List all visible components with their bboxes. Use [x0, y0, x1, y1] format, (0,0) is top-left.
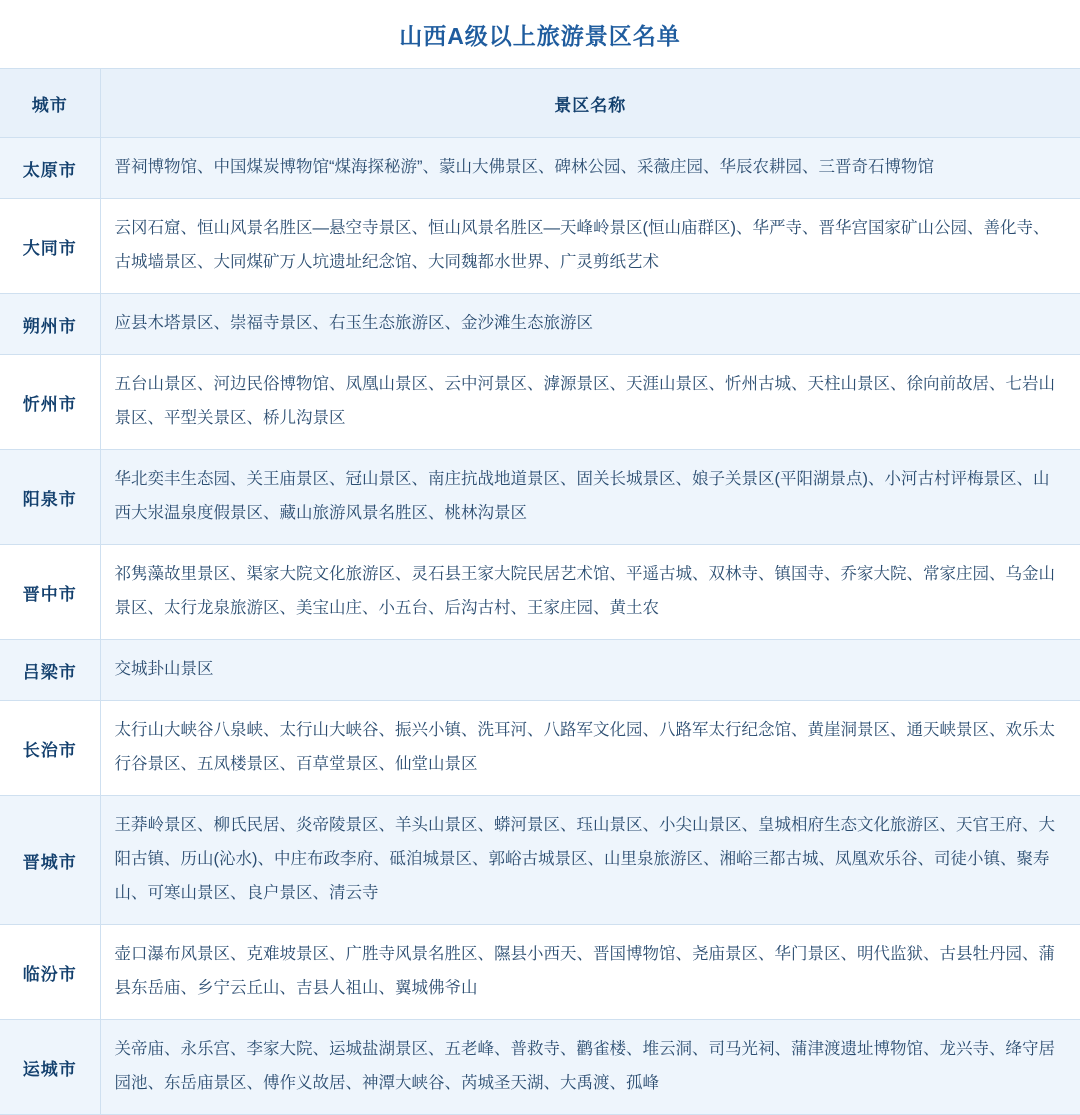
spots-cell: 交城卦山景区 [100, 640, 1080, 701]
table-header-row [0, 69, 1080, 138]
city-cell: 临汾市 [0, 925, 100, 1020]
city-cell: 长治市 [0, 701, 100, 796]
table-row [0, 138, 1080, 199]
table-row [0, 199, 1080, 294]
table-row [0, 545, 1080, 640]
table-row [0, 450, 1080, 545]
city-cell: 阳泉市 [0, 450, 100, 545]
column-header-spots: 景区名称 [100, 69, 1080, 138]
column-header-city: 城市 [0, 69, 100, 138]
city-cell: 太原市 [0, 138, 100, 199]
spots-cell: 晋祠博物馆、中国煤炭博物馆“煤海探秘游”、蒙山大佛景区、碑林公园、采薇庄园、华辰农耕园、三晋奇石博物馆 [100, 138, 1080, 199]
city-cell: 大同市 [0, 199, 100, 294]
table-row [0, 294, 1080, 355]
table-header [0, 69, 1080, 138]
city-cell: 运城市 [0, 1020, 100, 1115]
table-row [0, 1020, 1080, 1115]
city-cell: 吕梁市 [0, 640, 100, 701]
document-title-bar [0, 0, 1080, 68]
city-cell: 晋中市 [0, 545, 100, 640]
spots-cell: 应县木塔景区、崇福寺景区、右玉生态旅游区、金沙滩生态旅游区 [100, 294, 1080, 355]
table-row [0, 355, 1080, 450]
spots-cell: 王莽岭景区、柳氏民居、炎帝陵景区、羊头山景区、蟒河景区、珏山景区、小尖山景区、皇城相府生态文化旅游区、天官王府、大阳古镇、历山(沁水)、中庄布政李府、砥洎城景区、郭峪古城景区、山里泉旅游区、湘峪三都古城、凤凰欢乐谷、司徒小镇、聚寿山、可寒山景区、良户景区、清云寺 [100, 796, 1080, 925]
table-row [0, 701, 1080, 796]
spots-cell: 壶口瀑布风景区、克难坡景区、广胜寺风景名胜区、隰县小西天、晋国博物馆、尧庙景区、华门景区、明代监狱、古县牡丹园、蒲县东岳庙、乡宁云丘山、吉县人祖山、翼城佛爷山 [100, 925, 1080, 1020]
spots-cell: 华北奕丰生态园、关王庙景区、冠山景区、南庄抗战地道景区、固关长城景区、娘子关景区(平阳湖景点)、小河古村评梅景区、山西大汖温泉度假景区、藏山旅游风景名胜区、桃林沟景区 [100, 450, 1080, 545]
city-cell: 朔州市 [0, 294, 100, 355]
table-body [0, 138, 1080, 1115]
table-row [0, 640, 1080, 701]
spots-cell: 太行山大峡谷八泉峡、太行山大峡谷、振兴小镇、洗耳河、八路军文化园、八路军太行纪念馆、黄崖洞景区、通天峡景区、欢乐太行谷景区、五凤楼景区、百草堂景区、仙堂山景区 [100, 701, 1080, 796]
city-cell: 晋城市 [0, 796, 100, 925]
city-cell: 忻州市 [0, 355, 100, 450]
spots-cell: 祁隽藻故里景区、渠家大院文化旅游区、灵石县王家大院民居艺术馆、平遥古城、双林寺、镇国寺、乔家大院、常家庄园、乌金山景区、太行龙泉旅游区、美宝山庄、小五台、后沟古村、王家庄园、黄土农 [100, 545, 1080, 640]
spots-cell: 五台山景区、河边民俗博物馆、凤凰山景区、云中河景区、滹源景区、天涯山景区、忻州古城、天柱山景区、徐向前故居、七岩山景区、平型关景区、桥儿沟景区 [100, 355, 1080, 450]
scenic-spots-table [0, 68, 1080, 1115]
spots-cell: 云冈石窟、恒山风景名胜区—悬空寺景区、恒山风景名胜区—天峰岭景区(恒山庙群区)、华严寺、晋华宫国家矿山公园、善化寺、古城墙景区、大同煤矿万人坑遗址纪念馆、大同魏都水世界、广灵剪纸艺术 [100, 199, 1080, 294]
page-title: 山西A级以上旅游景区名单 [399, 22, 681, 49]
table-row [0, 925, 1080, 1020]
spots-cell: 关帝庙、永乐宫、李家大院、运城盐湖景区、五老峰、普救寺、鹳雀楼、堆云洞、司马光祠、蒲津渡遗址博物馆、龙兴寺、绛守居园池、东岳庙景区、傅作义故居、神潭大峡谷、芮城圣天湖、大禹渡、孤峰 [100, 1020, 1080, 1115]
table-row [0, 796, 1080, 925]
